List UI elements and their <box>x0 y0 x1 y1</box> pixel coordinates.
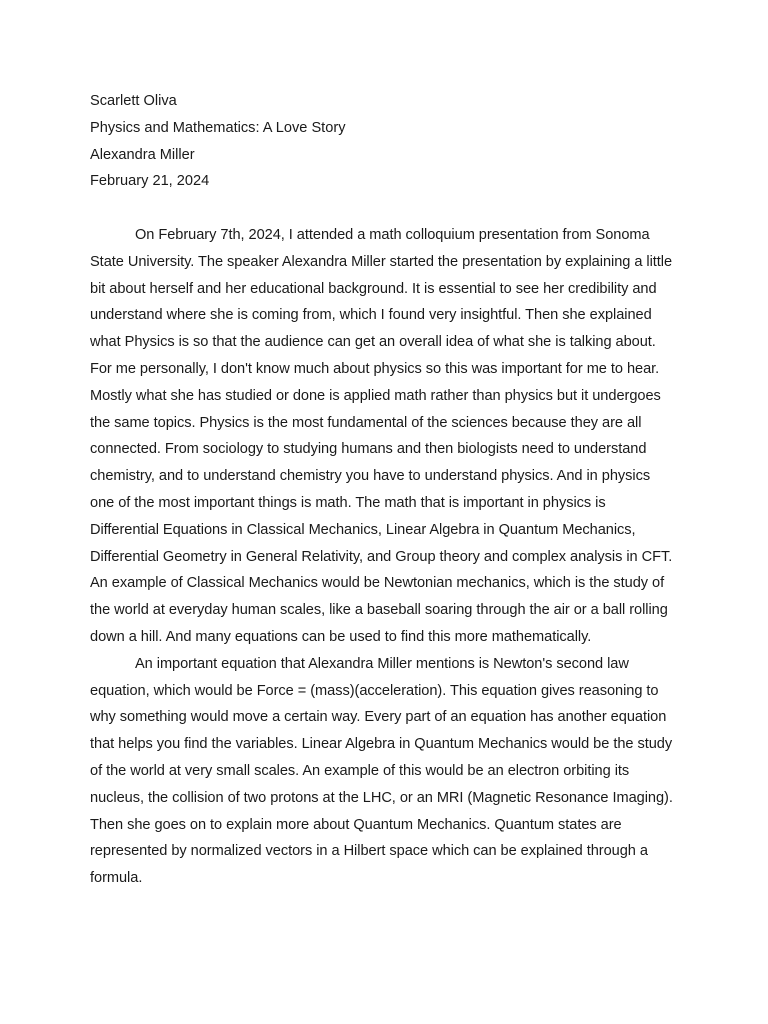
body-paragraph-2: An important equation that Alexandra Miller mentions is Newton's second law equation, which would be Force = (mass)(acceleration). This equation gives reasoning to why something would move a certain way. Every part of an equation has another equation that helps you find the variables. Linear Algebra in Quantum Mechanics would be the study of the world at very small scales. An example of this would be an electron orbiting its nucleus, the collision of two protons at the LHC, or an MRI (Magnetic Resonance Imaging). Then she goes on to explain more about Quantum Mechanics. Quantum states are represented by normalized vectors in a Hilbert space which can be explained through a formula. <box>90 655 673 887</box>
header-spacer <box>90 195 676 222</box>
essay-date: February 21, 2024 <box>90 173 210 190</box>
document-page <box>90 88 676 892</box>
author-name: Scarlett Oliva <box>90 93 177 109</box>
body-paragraph-1: On February 7th, 2024, I attended a math colloquium presentation from Sonoma State University. The speaker Alexandra Miller started the presentation by explaining a little bit about herself and her educational background. It is essential to see her credibility and understand where she is coming from, which I found very insightful. Then she explained what Physics is so that the audience can get an overall idea of what she is talking about. For me personally, I don't know much about physics so this was important for me to hear. Mostly what she has studied or done is applied math rather than physics but it undergoes the same topics. Physics is the most fundamental of the sciences because they are all connected. From sociology to studying humans and then biologists need to understand chemistry, and to understand chemistry you have to understand physics. And in physics one of the most important things is math. The math that is important in physics is Differential Equations in Classical Mechanics, Linear Algebra in Quantum Mechanics, Differential Geometry in General Relativity, and Group theory and complex analysis in CFT. An example of Classical Mechanics would be Newtonian mechanics, which is the study of the world at everyday human scales, like a baseball soaring through the air or a ball rolling down a hill. And many equations can be used to find this more mathematically. <box>90 226 673 645</box>
speaker-name: Alexandra Miller <box>90 146 195 163</box>
essay-title: Physics and Mathematics: A Love Story <box>90 119 346 136</box>
